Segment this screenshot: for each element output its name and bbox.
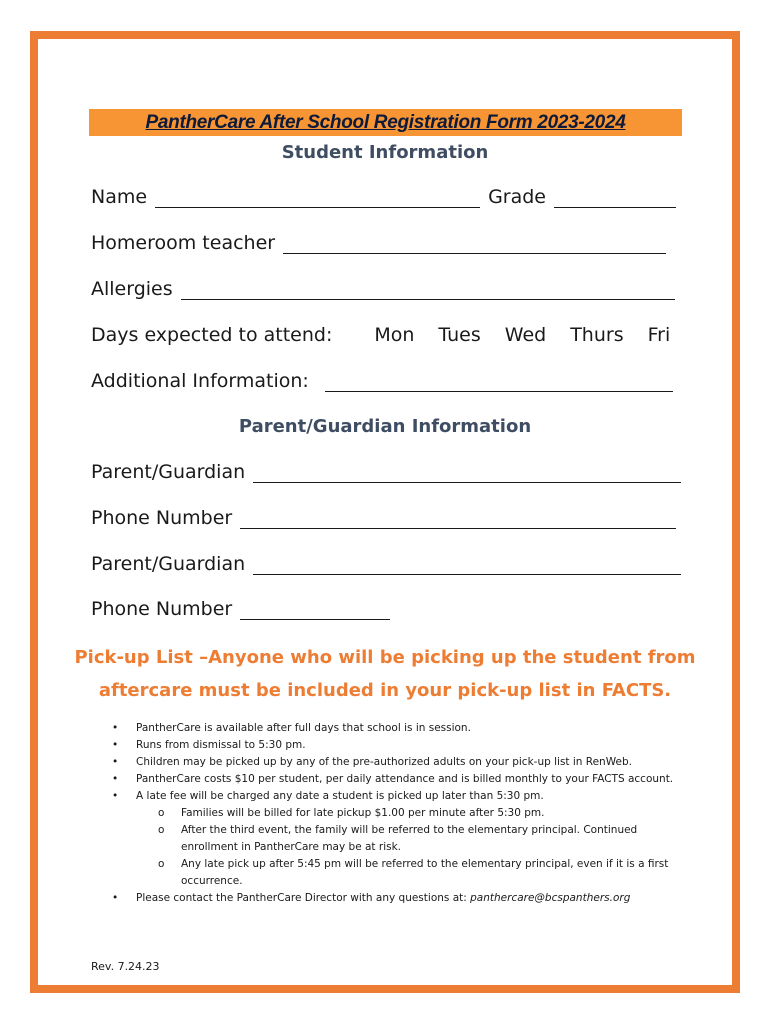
phone1-row — [91, 507, 676, 529]
subrule-third-event: o After the third event, the family will be referred to the elementary principal. Continued enrollment in PantherCare may be at risk. — [110, 822, 680, 856]
grade-label: Grade — [488, 186, 546, 208]
parent-info-heading: Parent/Guardian Information — [238, 416, 532, 437]
allergies-row — [91, 278, 675, 300]
parent2-row — [91, 553, 681, 575]
name-field[interactable] — [155, 187, 480, 208]
parent1-label: Parent/Guardian — [91, 461, 246, 483]
name-label: Name — [91, 186, 148, 208]
parent1-row — [91, 461, 681, 483]
rule-cost: • PantherCare costs $10 per student, per daily attendance and is billed monthly to your FACTS account. — [110, 771, 680, 788]
homeroom-label: Homeroom teacher — [91, 232, 276, 254]
phone2-field[interactable] — [240, 599, 390, 620]
additional-row — [91, 370, 673, 392]
contact-email-link[interactable]: panthercare@bcspanthers.org — [470, 892, 631, 904]
phone1-field[interactable] — [240, 508, 676, 529]
form-title: PantherCare After School Registration Form 2023-2024 — [145, 112, 626, 133]
day-mon[interactable]: Mon — [374, 324, 415, 346]
pickup-notice — [0, 641, 770, 707]
parent2-field[interactable] — [253, 554, 681, 575]
day-tues[interactable]: Tues — [438, 324, 481, 346]
name-row — [91, 186, 676, 208]
rule-availability: • PantherCare is available after full days that school is in session. — [110, 720, 680, 737]
pickup-notice-line1: Pick-up List –Anyone who will be picking up the student from — [74, 647, 696, 668]
homeroom-field[interactable] — [283, 233, 666, 254]
phone2-label: Phone Number — [91, 598, 233, 620]
revision-label: Rev. 7.24.23 — [91, 960, 160, 973]
rule-late-fee: • A late fee will be charged any date a student is picked up later than 5:30 pm. — [110, 788, 680, 805]
phone2-row — [91, 598, 390, 620]
additional-field[interactable] — [325, 371, 673, 392]
day-fri[interactable]: Fri — [647, 324, 671, 346]
parent1-field[interactable] — [253, 462, 681, 483]
additional-label: Additional Information: — [91, 370, 309, 392]
phone1-label: Phone Number — [91, 507, 233, 529]
days-row — [91, 324, 670, 346]
rules-list — [110, 720, 680, 907]
parent2-label: Parent/Guardian — [91, 553, 246, 575]
homeroom-row — [91, 232, 666, 254]
rule-contact — [110, 890, 680, 907]
form-title-bar — [89, 109, 682, 136]
allergies-label: Allergies — [91, 278, 173, 300]
subrule-after-545: o Any late pick up after 5:45 pm will be referred to the elementary principal, even if it is a first occurrence. — [110, 856, 680, 890]
day-wed[interactable]: Wed — [504, 324, 547, 346]
subrule-late-billing: o Families will be billed for late pickup $1.00 per minute after 5:30 pm. — [110, 805, 680, 822]
grade-field[interactable] — [554, 187, 676, 208]
days-options — [350, 324, 670, 346]
student-info-heading: Student Information — [281, 142, 489, 163]
contact-text: Please contact the PantherCare Director with any questions at: — [136, 892, 467, 904]
rule-hours: • Runs from dismissal to 5:30 pm. — [110, 737, 680, 754]
allergies-field[interactable] — [181, 279, 675, 300]
pickup-notice-line2: aftercare must be included in your pick-up list in FACTS. — [98, 680, 672, 701]
day-thurs[interactable]: Thurs — [570, 324, 624, 346]
rule-pickup-adults: • Children may be picked up by any of the pre-authorized adults on your pick-up list in RenWeb. — [110, 754, 680, 771]
days-label: Days expected to attend: — [91, 324, 333, 346]
